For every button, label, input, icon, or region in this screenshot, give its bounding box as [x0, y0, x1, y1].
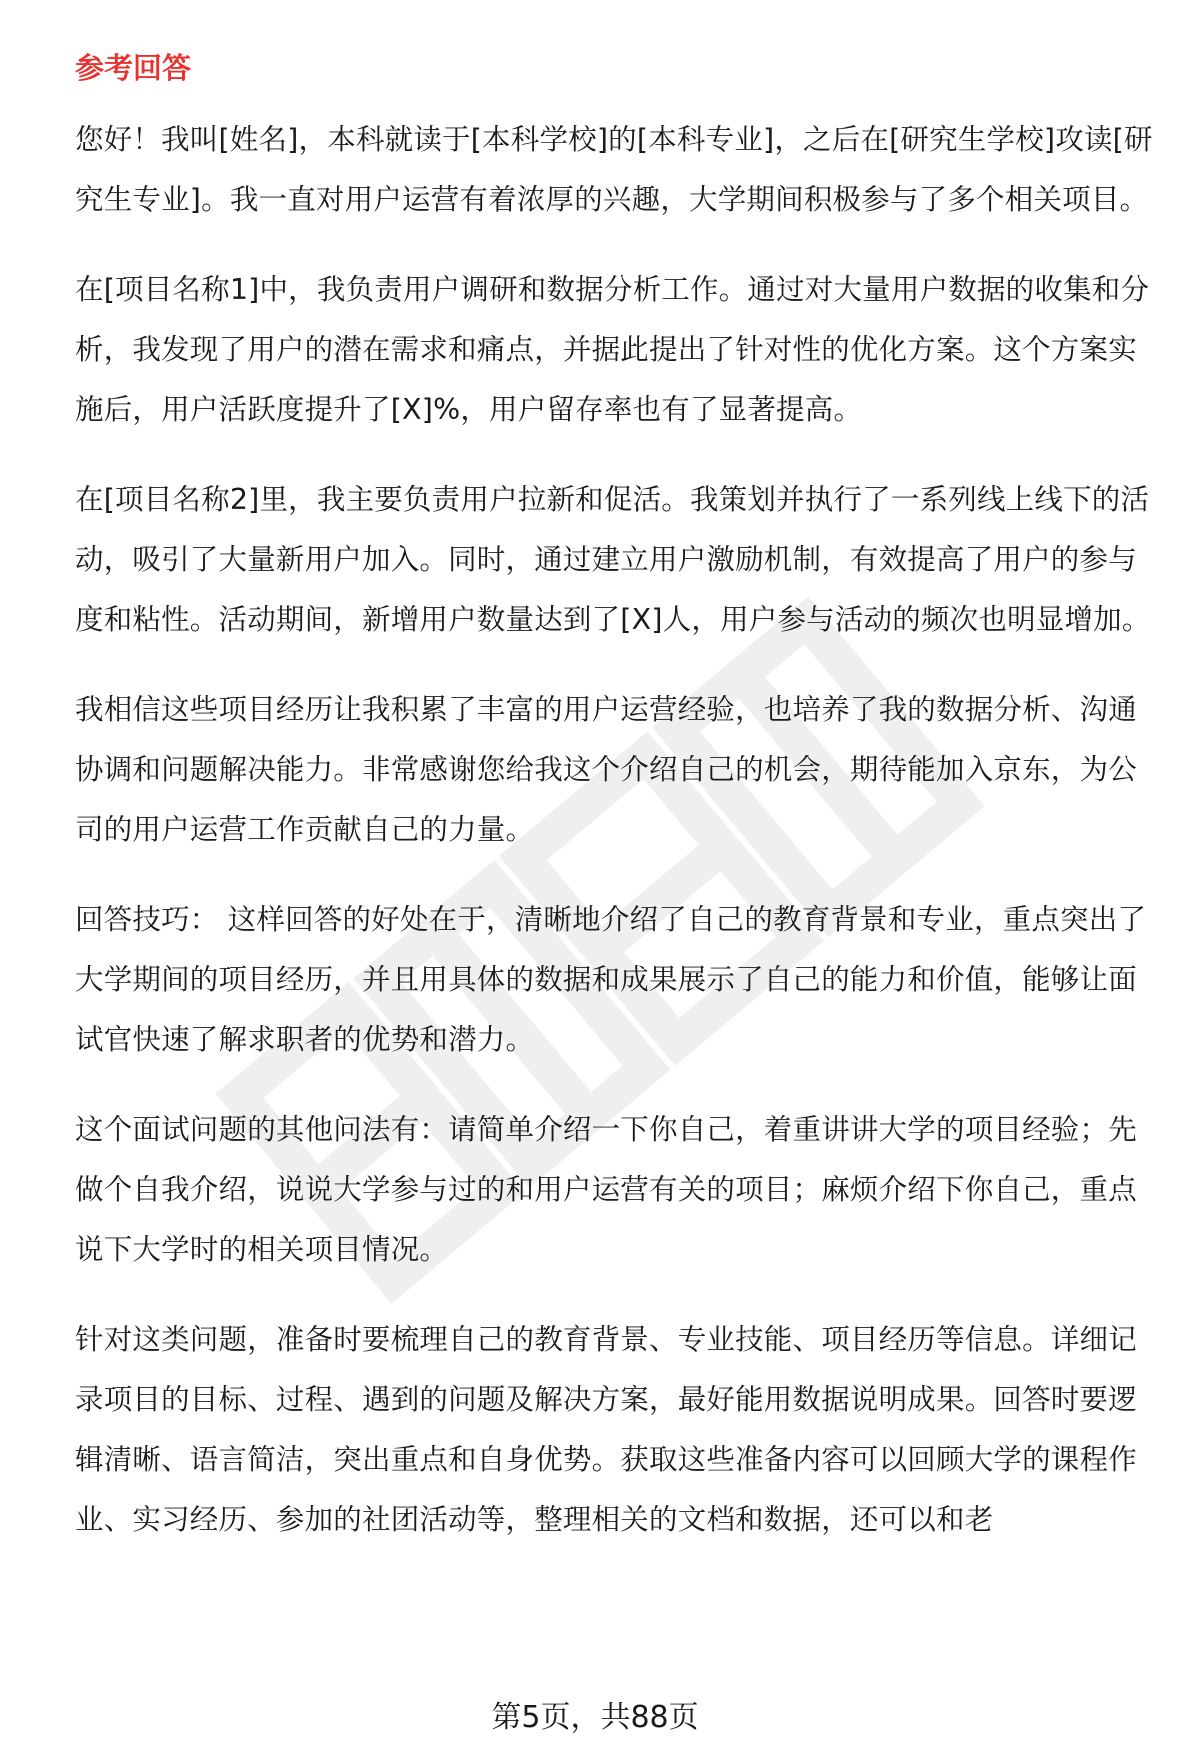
paragraph-preparation: 针对这类问题，准备时要梳理自己的教育背景、专业技能、项目经历等信息。详细记录项目的目标、过程、遇到的问题及解决方案，最好能用数据说明成果。回答时要逻辑清晰、语言简洁，突出重点和自身优势。获取这些准备内容可以回顾大学的课程作业、实习经历、参加的社团活动等，整理相关的文档和数据，还可以和老	[75, 1323, 1137, 1536]
section-heading: 参考回答	[75, 51, 192, 85]
paragraph-intro: 您好！我叫[姓名]，本科就读于[本科学校]的[本科专业]，之后在[研究生学校]攻读[研究生专业]。我一直对用户运营有着浓厚的兴趣，大学期间积极参与了多个相关项目。	[75, 123, 1153, 216]
paragraph-alternative-questions: 这个面试问题的其他问法有：请简单介绍一下你自己，着重讲讲大学的项目经验；先做个自我介绍，说说大学参与过的和用户运营有关的项目；麻烦介绍下你自己，重点说下大学时的相关项目情况。	[75, 1113, 1137, 1266]
document-body	[75, 48, 1165, 1580]
paragraph-closing: 我相信这些项目经历让我积累了丰富的用户运营经验，也培养了我的数据分析、沟通协调和问题解决能力。非常感谢您给我这个介绍自己的机会，期待能加入京东，为公司的用户运营工作贡献自己的力量。	[75, 693, 1137, 846]
paragraph-project-2: 在[项目名称2]里，我主要负责用户拉新和促活。我策划并执行了一系列线上线下的活动，吸引了大量新用户加入。同时，通过建立用户激励机制，有效提高了用户的参与度和粘性。活动期间，新增用户数量达到了[X]人，用户参与活动的频次也明显增加。	[75, 483, 1151, 636]
paragraph-project-1: 在[项目名称1]中，我负责用户调研和数据分析工作。通过对大量用户数据的收集和分析，我发现了用户的潜在需求和痛点，并据此提出了针对性的优化方案。这个方案实施后，用户活跃度提升了[X]%，用户留存率也有了显著提高。	[75, 273, 1150, 426]
paragraph-answer-tips: 回答技巧： 这样回答的好处在于，清晰地介绍了自己的教育背景和专业，重点突出了大学期间的项目经历，并且用具体的数据和成果展示了自己的能力和价值，能够让面试官快速了解求职者的优势和潜力。	[75, 903, 1147, 1056]
page-number: 第5页，共88页	[491, 1700, 699, 1735]
